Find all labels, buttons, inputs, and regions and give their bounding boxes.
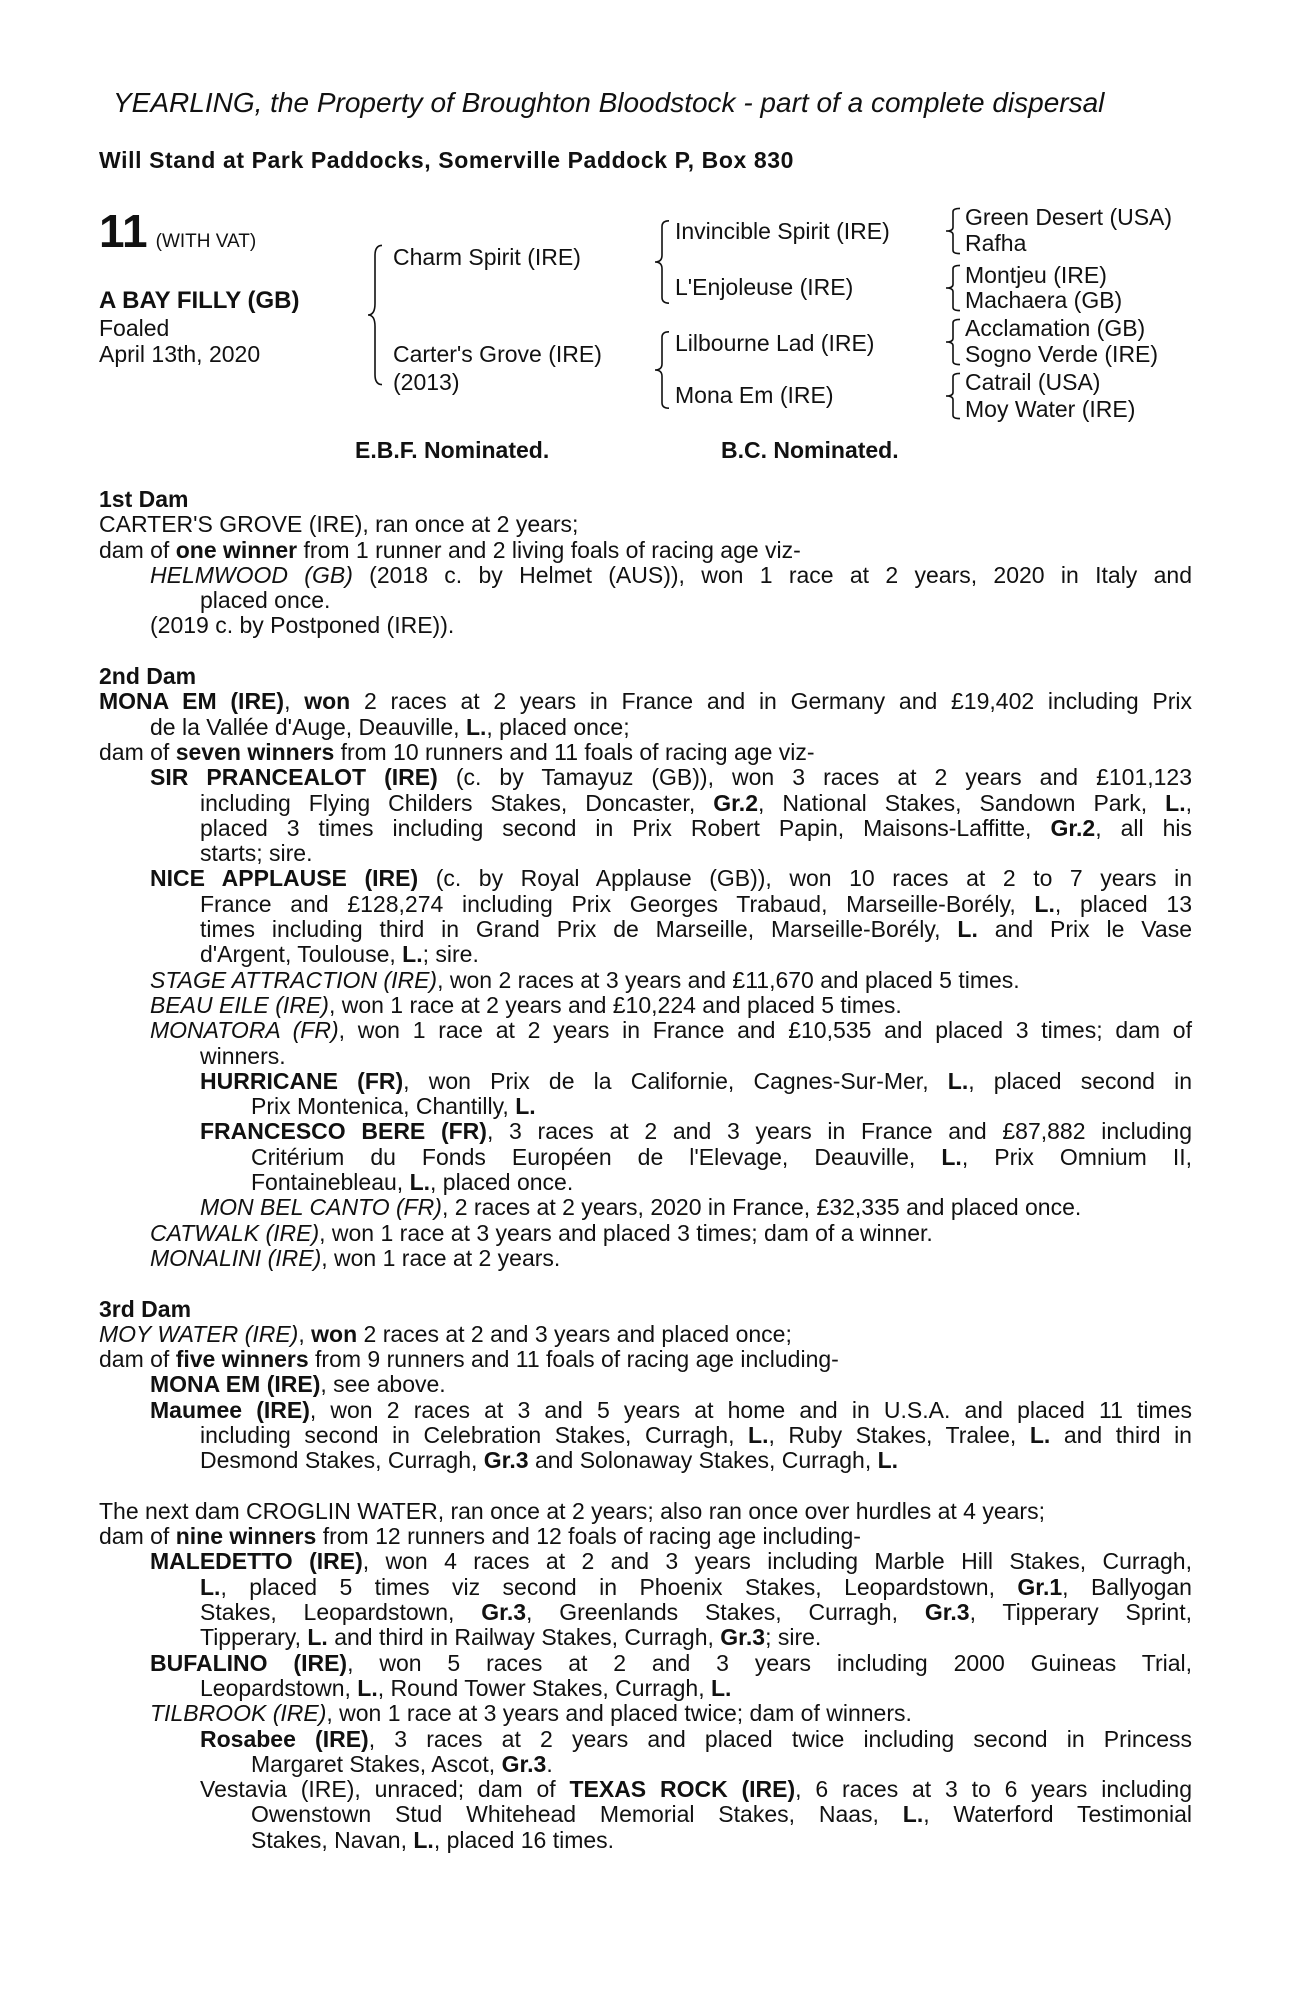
record-line bbox=[99, 1372, 1192, 1397]
record-line bbox=[99, 1701, 1192, 1726]
record-line bbox=[99, 613, 1192, 638]
record-text: , won 2 races at 3 and 5 years at home and in U.S.A. and placed 11 times bbox=[309, 1396, 1192, 1423]
stand-location: Will Stand at Park Paddocks, Somerville Paddock P, Box 830 bbox=[99, 147, 795, 173]
pedigree-grandparent: Lilbourne Lad (IRE) bbox=[675, 330, 875, 356]
bold-text: Gr.3 bbox=[720, 1624, 766, 1651]
record-text: , see above. bbox=[320, 1371, 446, 1398]
bold-text: Gr.3 bbox=[501, 1750, 547, 1777]
record-line bbox=[99, 1221, 1192, 1246]
record-text: 1st Dam bbox=[99, 486, 189, 512]
record-line bbox=[99, 1448, 1192, 1473]
lot-number: 11 bbox=[99, 205, 148, 257]
record-text: Leopardstown, bbox=[200, 1674, 358, 1701]
horse-name: CATWALK (IRE) bbox=[150, 1219, 320, 1246]
record-text: Owenstown Stud Whitehead Memorial Stakes, Naas, bbox=[251, 1801, 903, 1828]
bold-text: L. bbox=[710, 1674, 732, 1701]
record-text: dam of bbox=[99, 738, 176, 765]
bold-text: won bbox=[304, 688, 351, 715]
record-text: , Prix Omnium II, bbox=[961, 1143, 1193, 1170]
lot-description: A BAY FILLY (GB) bbox=[99, 287, 300, 314]
record-text: 2nd Dam bbox=[99, 663, 197, 690]
record-text: , Greenlands Stakes, Curragh, bbox=[526, 1599, 925, 1626]
record-text: winners. bbox=[200, 1042, 286, 1069]
bold-text: L. bbox=[413, 1826, 434, 1853]
record-text: (c. by Royal Applause (GB)), won 10 races at 2 to 7 years in bbox=[418, 865, 1192, 892]
pedigree-great-grandparent: Moy Water (IRE) bbox=[965, 396, 1136, 422]
record-line bbox=[99, 1575, 1192, 1600]
ebf-nomination: E.B.F. Nominated. bbox=[355, 437, 550, 463]
record-text: 2 races at 2 years in France and in Germany and £19,402 including Prix bbox=[350, 688, 1193, 715]
horse-name: BEAU EILE (IRE) bbox=[150, 991, 329, 1018]
record-text: dam of bbox=[99, 536, 176, 563]
record-text: , won Prix de la Californie, Cagnes-Sur-Mer, bbox=[403, 1067, 948, 1094]
bold-text: L. bbox=[941, 1143, 962, 1170]
record-text: , won 1 race at 3 years and placed 3 times; dam of a winner. bbox=[319, 1219, 933, 1246]
record-text: from 12 runners and 12 foals of racing age including- bbox=[316, 1523, 861, 1550]
record-line bbox=[99, 1398, 1192, 1423]
vat-status: (WITH VAT) bbox=[155, 231, 257, 252]
horse-name: MON BEL CANTO (FR) bbox=[200, 1194, 442, 1221]
record-line bbox=[99, 1802, 1192, 1827]
record-line bbox=[99, 689, 1192, 714]
record-line bbox=[99, 1145, 1192, 1170]
lot-header bbox=[99, 205, 256, 257]
record-text: ; sire. bbox=[422, 941, 479, 968]
record-line bbox=[99, 942, 1192, 967]
record-line bbox=[99, 1322, 1192, 1347]
bold-text: Gr.2 bbox=[713, 789, 758, 816]
record-text: 2 races at 2 and 3 years and placed once; bbox=[357, 1320, 792, 1347]
record-line bbox=[99, 1727, 1192, 1752]
produce-record bbox=[99, 487, 1192, 1853]
record-text: , Tipperary Sprint, bbox=[969, 1599, 1192, 1626]
bold-text: NICE APPLAUSE (IRE) bbox=[150, 865, 419, 892]
record-line bbox=[99, 1549, 1192, 1574]
record-line bbox=[99, 1600, 1192, 1625]
record-text: (2018 c. by Helmet (AUS)), won 1 race at 2 years, 2020 in Italy and bbox=[352, 561, 1192, 588]
record-text: , Round Tower Stakes, Curragh, bbox=[377, 1674, 711, 1701]
record-text: , placed 16 times. bbox=[433, 1826, 615, 1853]
pedigree-grandparent: L'Enjoleuse (IRE) bbox=[675, 274, 854, 300]
record-text: dam of bbox=[99, 1346, 176, 1373]
bold-text: won bbox=[311, 1320, 358, 1347]
bold-text: FRANCESCO BERE (FR) bbox=[200, 1118, 487, 1145]
pedigree-dam: Carter's Grove (IRE) bbox=[393, 341, 602, 367]
record-text: and third in bbox=[1050, 1421, 1192, 1448]
record-text: , won 1 race at 3 years and placed twice; dam of winners. bbox=[326, 1700, 912, 1727]
record-text: , won 1 race at 2 years and £10,224 and placed 5 times. bbox=[328, 991, 902, 1018]
pedigree-great-grandparent: Acclamation (GB) bbox=[965, 315, 1146, 341]
record-line bbox=[99, 1094, 1192, 1119]
record-line bbox=[99, 1069, 1192, 1094]
horse-name: TILBROOK (IRE) bbox=[150, 1700, 327, 1727]
record-line bbox=[99, 993, 1192, 1018]
bold-text: L. bbox=[877, 1447, 899, 1474]
pedigree-great-grandparent: Rafha bbox=[965, 230, 1027, 256]
record-text: and Prix le Vase bbox=[977, 916, 1192, 943]
bold-text: Gr.3 bbox=[481, 1599, 527, 1626]
record-text: , 6 races at 3 to 6 years including bbox=[795, 1776, 1193, 1803]
record-line bbox=[99, 1625, 1192, 1650]
pedigree-great-grandparent: Machaera (GB) bbox=[965, 287, 1123, 313]
record-text: , won 1 race at 2 years. bbox=[321, 1244, 561, 1271]
pedigree-great-grandparent: Montjeu (IRE) bbox=[965, 262, 1107, 288]
record-line bbox=[99, 1195, 1192, 1220]
record-line bbox=[99, 1828, 1192, 1853]
record-text: , bbox=[1185, 789, 1192, 816]
bold-text: L. bbox=[465, 713, 487, 740]
record-text: times including third in Grand Prix de Marseille, Marseille-Borély, bbox=[200, 916, 958, 943]
bold-text: L. bbox=[947, 1067, 969, 1094]
bold-text: seven winners bbox=[175, 738, 335, 765]
record-text: , placed once; bbox=[486, 713, 630, 740]
record-text: , 3 races at 2 and 3 years in France and £87,882 including bbox=[486, 1118, 1192, 1145]
record-text: , 3 races at 2 years and placed twice including second in Princess bbox=[368, 1725, 1192, 1752]
bold-text: SIR PRANCEALOT (IRE) bbox=[150, 764, 438, 791]
record-line bbox=[99, 1499, 1192, 1524]
pedigree-brace-icon bbox=[946, 319, 960, 365]
horse-name: MONALINI (IRE) bbox=[150, 1244, 322, 1271]
record-text: from 9 runners and 11 foals of racing age including- bbox=[308, 1346, 839, 1373]
bold-text: L. bbox=[515, 1093, 536, 1120]
bold-text: HURRICANE (FR) bbox=[200, 1067, 404, 1094]
pedigree-great-grandparent: Sogno Verde (IRE) bbox=[965, 341, 1159, 367]
record-text: , Waterford Testimonial bbox=[923, 1801, 1193, 1828]
record-text: Stakes, Leopardstown, bbox=[200, 1599, 482, 1626]
record-text: Margaret Stakes, Ascot, bbox=[251, 1750, 502, 1777]
record-line bbox=[99, 1018, 1192, 1043]
pedigree-great-grandparent: Green Desert (USA) bbox=[965, 204, 1173, 230]
record-text: , won 5 races at 2 and 3 years including 2000 Guineas Trial, bbox=[347, 1649, 1193, 1676]
bold-text: Gr.2 bbox=[1050, 814, 1096, 841]
bold-text: five winners bbox=[175, 1346, 309, 1373]
record-text: The next dam CROGLIN WATER, ran once at 2 years; also ran once over hurdles at 4 years; bbox=[99, 1497, 1045, 1524]
record-text: , Ballyogan bbox=[1062, 1573, 1192, 1600]
pedigree-brace-icon bbox=[946, 373, 960, 419]
record-text: Desmond Stakes, Curragh, bbox=[200, 1447, 484, 1474]
pedigree-brace-icon bbox=[946, 265, 960, 311]
record-line bbox=[99, 765, 1192, 790]
bold-text: L. bbox=[1029, 1421, 1051, 1448]
bold-text: L. bbox=[748, 1421, 769, 1448]
horse-name: HELMWOOD (GB) bbox=[150, 561, 353, 588]
bold-text: MONA EM (IRE) bbox=[99, 688, 285, 715]
record-text: Critérium du Fonds Européen de l'Elevage, Deauville, bbox=[251, 1143, 942, 1170]
record-line bbox=[99, 538, 1192, 563]
record-line bbox=[99, 1524, 1192, 1549]
record-line bbox=[99, 1246, 1192, 1271]
pedigree-grandparent: Mona Em (IRE) bbox=[675, 382, 834, 408]
bold-text: L. bbox=[902, 1801, 924, 1828]
record-text: , Ruby Stakes, Tralee, bbox=[768, 1421, 1030, 1448]
record-text: including second in Celebration Stakes, Curragh, bbox=[200, 1421, 749, 1448]
record-line bbox=[99, 715, 1192, 740]
section-heading bbox=[99, 1297, 1192, 1322]
record-text: , National Stakes, Sandown Park, bbox=[758, 789, 1166, 816]
record-text: 3rd Dam bbox=[99, 1295, 192, 1322]
record-line bbox=[99, 740, 1192, 765]
record-text: d'Argent, Toulouse, bbox=[200, 941, 403, 968]
record-text: France and £128,274 including Prix Georges Trabaud, Marseille-Borély, bbox=[200, 890, 1035, 917]
bold-text: L. bbox=[957, 916, 978, 943]
record-text: . bbox=[546, 1750, 553, 1777]
horse-name: STAGE ATTRACTION (IRE) bbox=[150, 966, 438, 993]
bold-text: L. bbox=[1034, 890, 1055, 917]
pedigree-sire: Charm Spirit (IRE) bbox=[393, 244, 581, 270]
pedigree-great-grandparent: Catrail (USA) bbox=[965, 369, 1101, 395]
record-line bbox=[99, 1044, 1192, 1069]
record-text: Vestavia (IRE), unraced; dam of bbox=[200, 1776, 570, 1803]
record-line bbox=[99, 1170, 1192, 1195]
record-text: Tipperary, bbox=[200, 1624, 308, 1651]
bold-text: L. bbox=[402, 941, 423, 968]
record-line bbox=[99, 892, 1192, 917]
pedigree-brace-icon bbox=[655, 331, 669, 409]
bold-text: Maumee (IRE) bbox=[150, 1396, 310, 1423]
record-text: , all his bbox=[1095, 814, 1192, 841]
record-line bbox=[99, 1777, 1192, 1802]
bold-text: nine winners bbox=[175, 1523, 317, 1550]
record-text: from 1 runner and 2 living foals of racing age viz- bbox=[297, 536, 801, 563]
pedigree-brace-icon bbox=[368, 244, 382, 386]
record-text: , placed 5 times viz second in Phoenix Stakes, Leopardstown, bbox=[220, 1573, 1018, 1600]
record-text: , bbox=[298, 1320, 312, 1347]
foaled-label: Foaled bbox=[99, 315, 170, 341]
bold-text: one winner bbox=[175, 536, 298, 563]
bold-text: BUFALINO (IRE) bbox=[150, 1649, 348, 1676]
record-line bbox=[99, 563, 1192, 588]
record-text: placed once. bbox=[200, 587, 331, 614]
record-text: , bbox=[284, 688, 305, 715]
bold-text: MALEDETTO (IRE) bbox=[150, 1548, 363, 1575]
bold-text: Gr.1 bbox=[1017, 1573, 1063, 1600]
record-text: , won 1 race at 2 years in France and £10,535 and placed 3 times; dam of bbox=[338, 1017, 1192, 1044]
record-line bbox=[99, 588, 1192, 613]
foaled-date: April 13th, 2020 bbox=[99, 341, 261, 367]
record-text: starts; sire. bbox=[200, 840, 313, 867]
blank-line bbox=[99, 1271, 1192, 1296]
record-text: from 10 runners and 11 foals of racing age viz- bbox=[334, 738, 815, 765]
record-text: Fontainebleau, bbox=[251, 1169, 410, 1196]
record-line bbox=[99, 1347, 1192, 1372]
record-line bbox=[99, 841, 1192, 866]
bold-text: Gr.3 bbox=[924, 1599, 970, 1626]
record-text: placed 3 times including second in Prix Robert Papin, Maisons-Laffitte, bbox=[200, 814, 1051, 841]
bold-text: L. bbox=[409, 1169, 431, 1196]
section-heading bbox=[99, 664, 1192, 689]
record-text: CARTER'S GROVE (IRE), ran once at 2 years; bbox=[99, 511, 579, 538]
record-text: de la Vallée d'Auge, Deauville, bbox=[150, 713, 466, 740]
record-line bbox=[99, 816, 1192, 841]
record-line bbox=[99, 1676, 1192, 1701]
record-text: and third in Railway Stakes, Curragh, bbox=[327, 1624, 721, 1651]
record-line bbox=[99, 512, 1192, 537]
pedigree-grandparent: Invincible Spirit (IRE) bbox=[675, 218, 890, 244]
record-line bbox=[99, 1752, 1192, 1777]
bold-text: Rosabee (IRE) bbox=[200, 1725, 369, 1752]
record-line bbox=[99, 1119, 1192, 1144]
record-line bbox=[99, 1423, 1192, 1448]
bold-text: L. bbox=[200, 1573, 221, 1600]
bc-nomination: B.C. Nominated. bbox=[721, 437, 899, 463]
catalogue-title: YEARLING, the Property of Broughton Bloodstock - part of a complete dispersal bbox=[113, 87, 1105, 118]
record-text: , placed second in bbox=[968, 1067, 1193, 1094]
bold-text: L. bbox=[357, 1674, 378, 1701]
record-text: ; sire. bbox=[765, 1624, 822, 1651]
record-text: , 2 races at 2 years, 2020 in France, £32,335 and placed once. bbox=[441, 1194, 1082, 1221]
bold-text: Gr.3 bbox=[483, 1447, 529, 1474]
record-text: dam of bbox=[99, 1523, 176, 1550]
section-heading bbox=[99, 487, 1192, 512]
record-text: , placed 13 bbox=[1054, 890, 1192, 917]
record-line bbox=[99, 866, 1192, 891]
blank-line bbox=[99, 1474, 1192, 1499]
bold-text: L. bbox=[307, 1624, 328, 1651]
bold-text: MONA EM (IRE) bbox=[150, 1371, 321, 1398]
record-line bbox=[99, 791, 1192, 816]
record-text: (c. by Tamayuz (GB)), won 3 races at 2 years and £101,123 bbox=[437, 764, 1192, 791]
record-text: including Flying Childers Stakes, Doncaster, bbox=[200, 789, 714, 816]
record-text: and Solonaway Stakes, Curragh, bbox=[528, 1447, 878, 1474]
record-line bbox=[99, 1651, 1192, 1676]
pedigree-dam-year: (2013) bbox=[393, 369, 460, 395]
record-text: , won 4 races at 2 and 3 years including Marble Hill Stakes, Curragh, bbox=[362, 1548, 1192, 1575]
record-text: Stakes, Navan, bbox=[251, 1826, 414, 1853]
pedigree-brace-icon bbox=[655, 220, 669, 304]
record-text: , placed once. bbox=[430, 1169, 574, 1196]
record-text: Prix Montenica, Chantilly, bbox=[251, 1093, 516, 1120]
bold-text: L. bbox=[1165, 789, 1186, 816]
record-text: (2019 c. by Postponed (IRE)). bbox=[150, 612, 455, 639]
record-line bbox=[99, 968, 1192, 993]
bold-text: TEXAS ROCK (IRE) bbox=[569, 1776, 796, 1803]
horse-name: MOY WATER (IRE) bbox=[99, 1320, 299, 1347]
pedigree-brace-icon bbox=[946, 208, 960, 254]
horse-name: MONATORA (FR) bbox=[150, 1017, 339, 1044]
blank-line bbox=[99, 639, 1192, 664]
record-text: , won 2 races at 3 years and £11,670 and placed 5 times. bbox=[437, 966, 1020, 993]
record-line bbox=[99, 917, 1192, 942]
